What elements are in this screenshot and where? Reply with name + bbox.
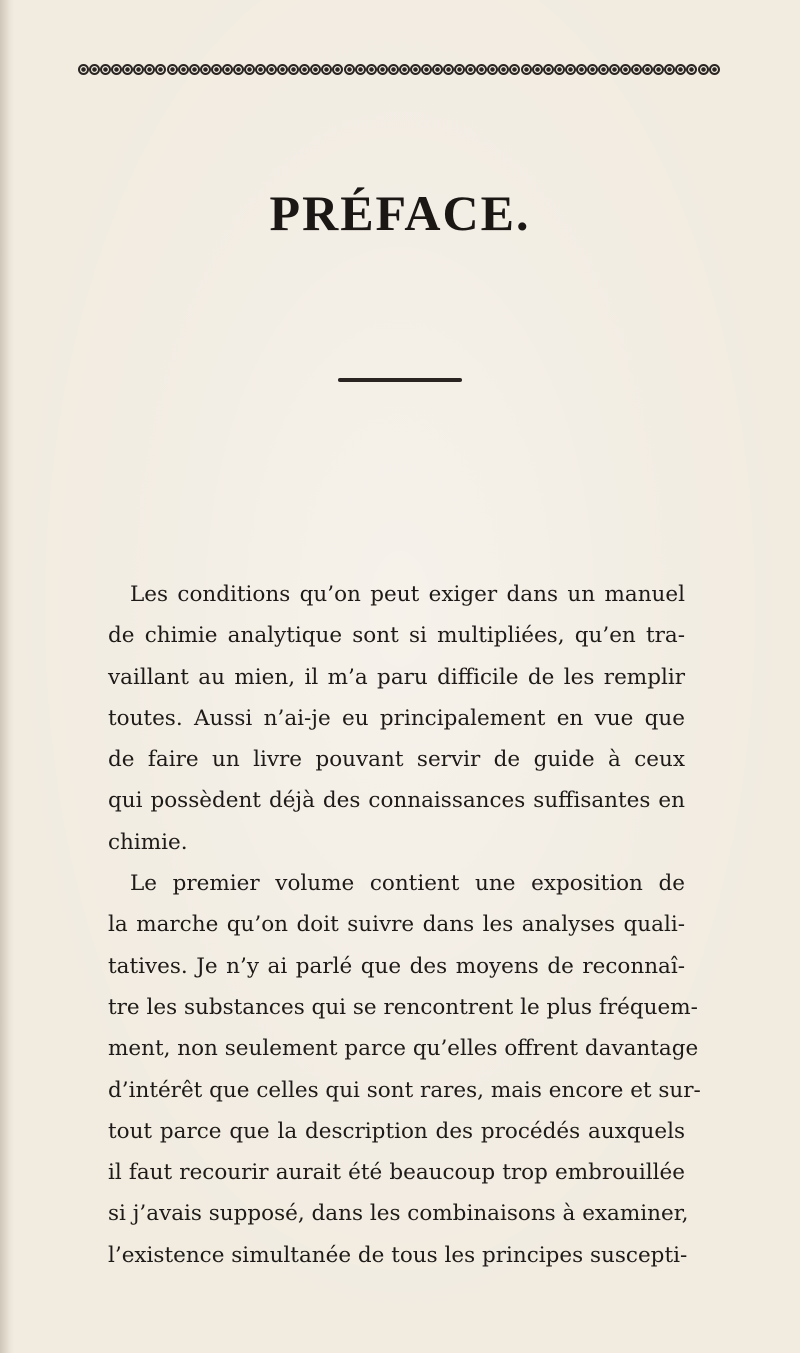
- ring-ornament-icon: [709, 64, 720, 75]
- ring-ornament-icon: [598, 64, 609, 75]
- ring-ornament-icon: [388, 64, 399, 75]
- page-title: PRÉFACE.: [269, 185, 531, 241]
- ring-ornament-icon: [532, 64, 543, 75]
- ring-ornament-icon: [454, 64, 465, 75]
- ring-ornament-icon: [432, 64, 443, 75]
- ring-ornament-icon: [266, 64, 277, 75]
- ring-ornament-icon: [487, 64, 498, 75]
- ring-ornament-icon: [465, 64, 476, 75]
- ring-ornament-icon: [255, 64, 266, 75]
- ring-ornament-icon: [310, 64, 321, 75]
- ring-ornament-icon: [178, 64, 189, 75]
- ring-ornament-icon: [587, 64, 598, 75]
- ring-ornament-icon: [355, 64, 366, 75]
- text-line: chimie.: [108, 829, 188, 855]
- ring-ornament-icon: [399, 64, 410, 75]
- ring-ornament-icon: [78, 64, 89, 75]
- text-line: tatives. Je n’y ai parlé que des moyens de reconnaî-: [108, 953, 685, 979]
- ring-ornament-icon: [277, 64, 288, 75]
- ring-ornament-icon: [576, 64, 587, 75]
- ring-ornament-icon: [698, 64, 709, 75]
- ring-ornament-icon: [443, 64, 454, 75]
- ring-ornament-icon: [565, 64, 576, 75]
- ring-ornament-icon: [509, 64, 520, 75]
- ring-ornament-icon: [133, 64, 144, 75]
- ring-ornament-icon: [222, 64, 233, 75]
- ring-ornament-icon: [554, 64, 565, 75]
- ring-ornament-icon: [155, 64, 166, 75]
- preface-text: [108, 574, 701, 1276]
- ring-ornament-icon: [498, 64, 509, 75]
- ring-ornament-icon: [521, 64, 532, 75]
- text-line: tout parce que la description des procédés auxquels: [108, 1118, 685, 1144]
- ring-ornament-icon: [686, 64, 697, 75]
- ring-ornament-icon: [233, 64, 244, 75]
- text-line: de chimie analytique sont si multipliées, qu’en tra-: [108, 623, 685, 649]
- text-line: d’intérêt que celles qui sont rares, mais encore et sur-: [108, 1077, 701, 1103]
- text-line: toutes. Aussi n’ai-je eu principalement en vue que: [108, 705, 685, 731]
- ring-ornament-icon: [421, 64, 432, 75]
- ring-ornament-icon: [543, 64, 554, 75]
- text-line: la marche qu’on doit suivre dans les analyses quali-: [108, 912, 685, 938]
- ring-ornament-icon: [189, 64, 200, 75]
- text-line: l’existence simultanée de tous les principes suscepti-: [108, 1242, 688, 1268]
- ring-ornament-icon: [167, 64, 178, 75]
- ring-ornament-icon: [620, 64, 631, 75]
- text-line: si j’avais supposé, dans les combinaisons à examiner,: [108, 1201, 689, 1227]
- ring-ornament-icon: [200, 64, 211, 75]
- text-line: Le premier volume contient une exposition de: [130, 871, 685, 897]
- text-line: ment, non seulement parce qu’elles offrent davantage: [108, 1036, 699, 1062]
- ring-ornament-icon: [664, 64, 675, 75]
- ring-ornament-icon: [377, 64, 388, 75]
- title-rule: [338, 378, 462, 382]
- ring-ornament-icon: [476, 64, 487, 75]
- text-line: tre les substances qui se rencontrent le plus fréquem-: [108, 994, 698, 1020]
- text-line: qui possèdent déjà des connaissances suffisantes en: [108, 788, 685, 814]
- ring-ornament-icon: [410, 64, 421, 75]
- ring-ornament-icon: [332, 64, 343, 75]
- ring-ornament-icon: [321, 64, 332, 75]
- ring-ornament-icon: [653, 64, 664, 75]
- ring-ornament-icon: [344, 64, 355, 75]
- ring-ornament-icon: [111, 64, 122, 75]
- text-line: Les conditions qu’on peut exiger dans un manuel: [130, 582, 685, 607]
- ring-ornament-icon: [122, 64, 133, 75]
- ring-ornament-icon: [675, 64, 686, 75]
- ring-ornament-icon: [244, 64, 255, 75]
- ring-ornament-icon: [366, 64, 377, 75]
- ring-ornament-icon: [89, 64, 100, 75]
- ring-ornament-icon: [642, 64, 653, 75]
- ring-ornament-icon: [288, 64, 299, 75]
- text-line: vaillant au mien, il m’a paru difficile de les remplir: [108, 664, 685, 690]
- ring-ornament-icon: [299, 64, 310, 75]
- ring-ornament-icon: [609, 64, 620, 75]
- ring-ornament-icon: [631, 64, 642, 75]
- ring-ornament-icon: [144, 64, 155, 75]
- ornament-band: [78, 58, 720, 80]
- text-line: de faire un livre pouvant servir de guide à ceux: [108, 747, 685, 773]
- text-line: il faut recourir aurait été beaucoup trop embrouillée: [108, 1160, 685, 1186]
- ring-ornament-icon: [100, 64, 111, 75]
- ring-ornament-icon: [211, 64, 222, 75]
